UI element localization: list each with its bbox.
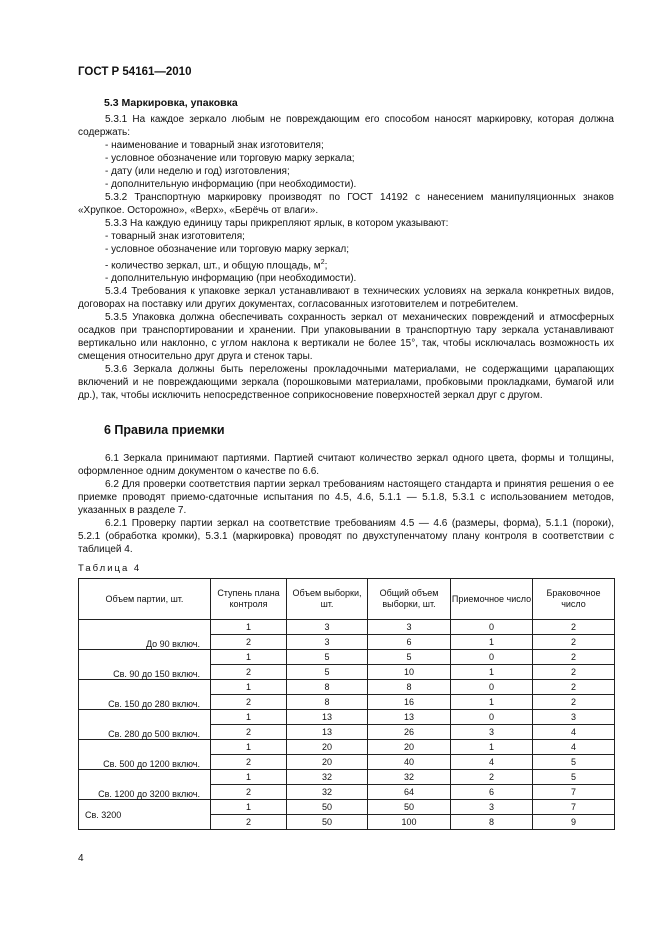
document-header: ГОСТ Р 54161—2010 — [78, 66, 192, 78]
table-cell: 8 — [287, 680, 368, 695]
table-cell: 3 — [533, 710, 615, 725]
table-cell: 9 — [533, 815, 615, 830]
lot-size-cell: Св. 3200 — [79, 800, 211, 830]
table-row — [79, 710, 615, 725]
superscript: 2 — [320, 259, 325, 266]
paragraph-6-2: 6.2 Для проверки соответствия партии зеркал требованиям настоящего стандарта и принятия решения о ее приемке проводят приемо-сдаточные испытания по 4.5, 4.6, 5.1.1 — 5.1.8, 5.3.1 с использованием методов, указанных в разделе 7. — [78, 479, 614, 516]
list-item-tail: ; — [324, 260, 328, 272]
paragraph-6-1: 6.1 Зеркала принимают партиями. Партией считают количество зеркал одного цвета, формы и толщины, оформленное одним документом о качестве по 6.6. — [78, 453, 614, 477]
table-cell: 20 — [287, 740, 368, 755]
table-cell: 4 — [533, 740, 615, 755]
table-cell: 0 — [451, 680, 533, 695]
paragraph-5-3-3: 5.3.3 На каждую единицу тары прикрепляют ярлык, в котором указывают: — [105, 218, 449, 229]
column-header: Браковочное число — [533, 579, 615, 620]
table-cell: 2 — [533, 650, 615, 665]
section-5-3-title: 5.3 Маркировка, упаковка — [104, 97, 238, 109]
page-number: 4 — [78, 853, 84, 864]
lot-size-cell: Св. 150 до 280 включ. — [79, 680, 211, 710]
table-row — [79, 800, 615, 815]
table-cell: 1 — [211, 740, 287, 755]
table-cell: 13 — [368, 710, 451, 725]
table-cell: 2 — [533, 635, 615, 650]
table-cell: 32 — [368, 770, 451, 785]
table-cell: 2 — [533, 665, 615, 680]
table-cell: 50 — [368, 800, 451, 815]
table-cell: 2 — [211, 815, 287, 830]
list-item: - дату (или неделю и год) изготовления; — [105, 166, 290, 177]
table-cell: 1 — [451, 665, 533, 680]
table-cell: 2 — [211, 695, 287, 710]
table-cell: 10 — [368, 665, 451, 680]
paragraph-5-3-6: 5.3.6 Зеркала должны быть переложены прокладочными материалами, не содержащими царапающих включений и не повреждающими зеркала (порошковыми материалами, пробковыми прокладками, бумагой или др.), так, чтобы исключить непосредственное соприкосновение поверхностей зеркал друг с другом. — [78, 364, 614, 402]
table-cell: 100 — [368, 815, 451, 830]
table-cell: 3 — [451, 800, 533, 815]
table-cell: 1 — [211, 680, 287, 695]
table-row — [79, 680, 615, 695]
lot-size-cell: Св. 280 до 500 включ. — [79, 710, 211, 740]
table-cell: 0 — [451, 710, 533, 725]
column-header: Объем выборки, шт. — [287, 579, 368, 620]
table-cell: 13 — [287, 710, 368, 725]
list-item: - дополнительную информацию (при необходимости). — [105, 179, 357, 190]
paragraph-5-3-5: 5.3.5 Упаковка должна обеспечивать сохранность зеркал от механических повреждений и атмосферных осадков при транспортировании и хранении. При упаковывании в транспортную тару зеркала устанавливают вертикально или наклонно, с углом наклона к вертикали не более 15°, так, чтобы исключалась возможность их смещения относительно друг друга и стенок тары. — [78, 312, 614, 363]
table-cell: 8 — [287, 695, 368, 710]
table-cell: 1 — [211, 800, 287, 815]
list-item-text: - количество зеркал, шт., и общую площадь, м — [105, 260, 321, 272]
table-header-row — [79, 579, 615, 620]
table-cell: 1 — [451, 635, 533, 650]
table-cell: 2 — [533, 695, 615, 710]
lot-size-cell: Св. 90 до 150 включ. — [79, 650, 211, 680]
table-cell: 1 — [211, 650, 287, 665]
table-row — [79, 650, 615, 665]
table-cell: 2 — [533, 620, 615, 635]
table-row — [79, 620, 615, 635]
table-cell: 16 — [368, 695, 451, 710]
table-cell: 2 — [211, 785, 287, 800]
table-cell: 5 — [287, 650, 368, 665]
table-cell: 32 — [287, 770, 368, 785]
table-cell: 1 — [451, 740, 533, 755]
section-6-body — [78, 452, 614, 556]
table-row — [79, 770, 615, 785]
list-item: - условное обозначение или торговую марку зеркал; — [105, 244, 350, 255]
table-cell: 3 — [287, 635, 368, 650]
table-cell: 5 — [368, 650, 451, 665]
column-header: Общий объем выборки, шт. — [368, 579, 451, 620]
table-cell: 0 — [451, 620, 533, 635]
column-header: Объем партии, шт. — [79, 579, 211, 620]
list-item: - условное обозначение или торговую марку зеркала; — [105, 153, 355, 164]
table-cell: 1 — [211, 770, 287, 785]
table-cell: 2 — [451, 770, 533, 785]
table-cell: 20 — [368, 740, 451, 755]
table-cell: 20 — [287, 755, 368, 770]
table-cell: 6 — [368, 635, 451, 650]
list-item — [78, 256, 614, 272]
sampling-plan-table — [78, 578, 615, 830]
table-cell: 5 — [287, 665, 368, 680]
table-body — [79, 620, 615, 830]
table-row — [79, 740, 615, 755]
paragraph-5-3-1: 5.3.1 На каждое зеркало любым не повреждающим его способом наносят маркировку, которая должна содержать: — [78, 114, 614, 138]
table-cell: 1 — [211, 710, 287, 725]
table-cell: 50 — [287, 800, 368, 815]
paragraph-5-3-4: 5.3.4 Требования к упаковке зеркал устанавливают в технических условиях на зеркала конкретных видов, договорах на поставку или других документах, согласованных изготовителем и потребителем. — [78, 286, 614, 311]
table-cell: 1 — [451, 695, 533, 710]
table-cell: 26 — [368, 725, 451, 740]
table-cell: 7 — [533, 800, 615, 815]
column-header: Ступень плана контроля — [211, 579, 287, 620]
table-cell: 2 — [211, 635, 287, 650]
table-cell: 64 — [368, 785, 451, 800]
paragraph-5-3-2: 5.3.2 Транспортную маркировку производят по ГОСТ 14192 с нанесением манипуляционных знаков «Хрупкое. Осторожно», «Верх», «Берёчь от влаги». — [78, 192, 614, 216]
table-cell: 5 — [533, 755, 615, 770]
table-cell: 2 — [211, 755, 287, 770]
section-6-title: 6 Правила приемки — [104, 423, 225, 437]
column-header: Приемочное число — [451, 579, 533, 620]
list-item: - наименование и товарный знак изготовителя; — [105, 140, 324, 151]
table-cell: 2 — [533, 680, 615, 695]
table-cell: 32 — [287, 785, 368, 800]
table-caption: Таблица 4 — [78, 563, 142, 574]
table-cell: 3 — [451, 725, 533, 740]
list-item: - товарный знак изготовителя; — [105, 231, 245, 242]
table-cell: 4 — [451, 755, 533, 770]
table-cell: 8 — [368, 680, 451, 695]
table-cell: 5 — [533, 770, 615, 785]
table-cell: 6 — [451, 785, 533, 800]
paragraph-6-2-1: 6.2.1 Проверку партии зеркал на соответствие требованиям 4.5 — 4.6 (размеры, форма), 5.1.1 (пороки), 5.2.1 (обработка кромки), 5.3.1 (маркировка) проводят по двухступенчатому плану контроля в соответствии с таблицей 4. — [78, 518, 614, 555]
table-cell: 4 — [533, 725, 615, 740]
table-cell: 3 — [287, 620, 368, 635]
table-cell: 40 — [368, 755, 451, 770]
lot-size-cell: Св. 500 до 1200 включ. — [79, 740, 211, 770]
table-cell: 1 — [211, 620, 287, 635]
lot-size-cell: Св. 1200 до 3200 включ. — [79, 770, 211, 800]
table-cell: 8 — [451, 815, 533, 830]
table-cell: 13 — [287, 725, 368, 740]
table-cell: 7 — [533, 785, 615, 800]
table-cell: 2 — [211, 725, 287, 740]
table-cell: 50 — [287, 815, 368, 830]
section-5-3-body — [78, 113, 614, 402]
lot-size-cell: До 90 включ. — [79, 620, 211, 650]
table-cell: 2 — [211, 665, 287, 680]
table-cell: 3 — [368, 620, 451, 635]
table-cell: 0 — [451, 650, 533, 665]
list-item: - дополнительную информацию (при необходимости). — [105, 273, 357, 285]
